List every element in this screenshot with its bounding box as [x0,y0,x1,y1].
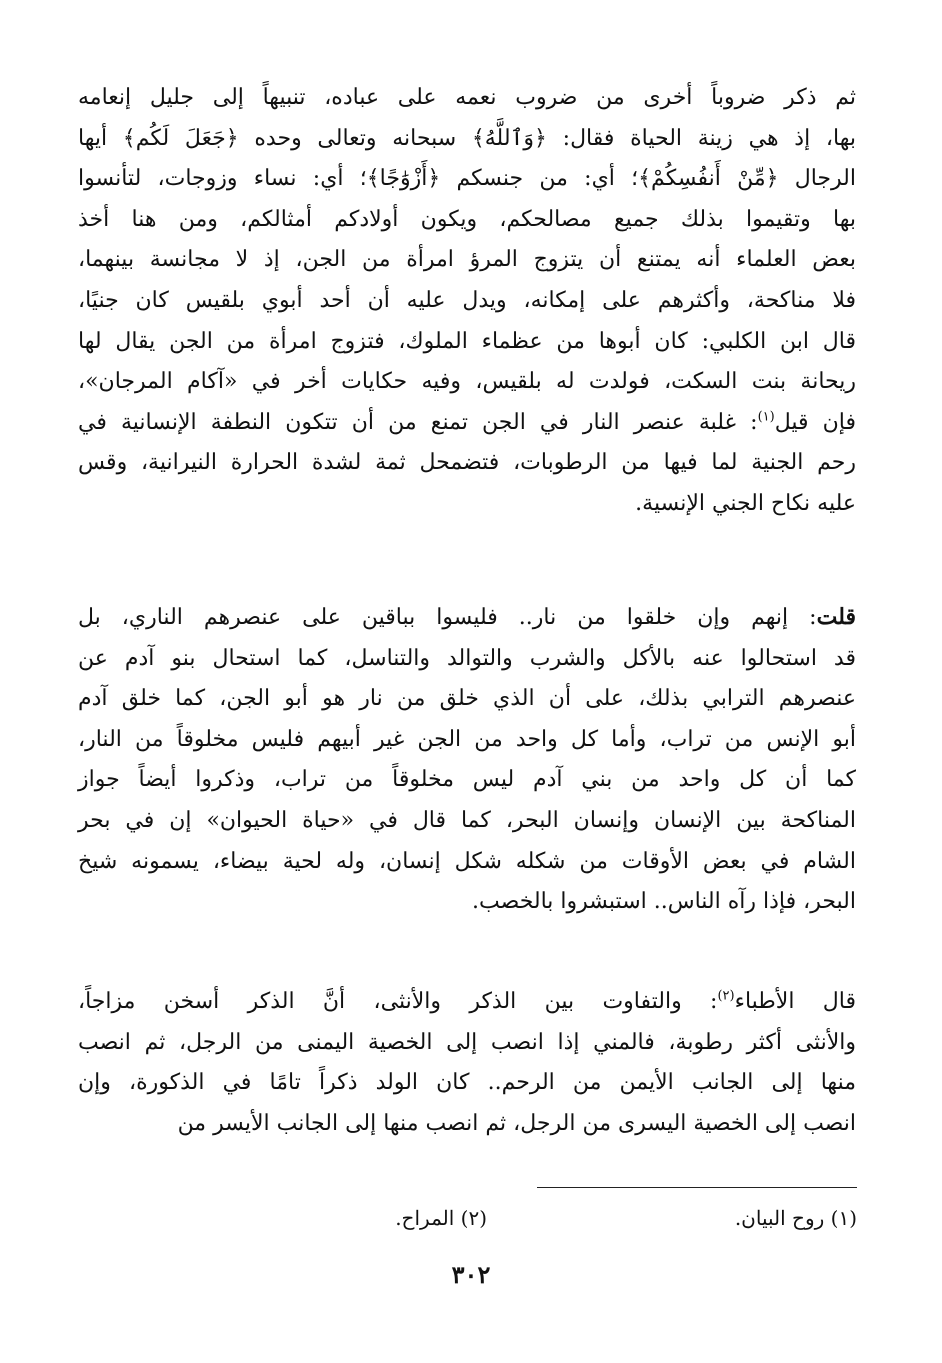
page-number: ٣٠٢ [451,1260,491,1289]
p2-line-4: أبو الإنس من تراب، وأما كل واحد من الجن غير أبيهم فليس مخلوقاً من النار، [78,726,856,752]
p1-line-9 [78,403,856,444]
p2-line-3: عنصرهم الترابي بذلك، على أن الذي خلق من نار هو أبو الجن، كما خلق آدم [78,686,856,712]
p3-line-3: منها إلى الجانب الأيمن من الرحم.. كان الولد ذكراً تامًا في الذكورة، وإن [78,1070,856,1096]
p2-lead-word: قلت [816,604,856,630]
p1-line-11: عليه نكاح الجني الإنسية. [635,490,856,516]
footnote-marker-2: (٢) [717,988,735,1004]
p1-line-8: ريحانة بنت السكت، فولدت له بلقيس، وفيه حكايات أخر في «آكام المرجان»، [78,369,856,395]
p1-line-7: قال ابن الكلبي: كان أبوها من عظماء الملوك، فتزوج امرأة من الجن يقال لها [78,328,856,354]
p3-line-2: والأنثى أكثر رطوبة، فالمني إذا انصب إلى الخصية اليمنى من الرجل، ثم انصب [78,1029,856,1055]
p2-line-2: قد استحالوا عنه بالأكل والشرب والتوالد والتناسل، كما استحال بنو آدم عن [78,645,856,671]
p2-line-7: الشام في بعض الأوقات من شكله شكل إنسان، وله لحية بيضاء، يسمونه شيخ [78,848,856,874]
paragraph-1 [78,78,856,525]
p3-line-1 [78,982,856,1023]
p1-line-1: ثم ذكر ضروباً أخرى من ضروب نعمه على عباده، تنبيهاً إلى جليل إنعامه [78,85,856,110]
p1-line-9-rest: : غلبة عنصر النار في الجن تمنع من أن تتكون النطفة الإنسانية في [78,409,758,435]
footnote-marker-1: (١) [757,409,775,425]
paragraph-3 [78,982,856,1144]
p2-line-5: كما أن كل واحد من بني آدم ليس مخلوقاً من تراب، وذكروا أيضاً جواز [78,767,856,793]
p3-line-4: انصب إلى الخصية اليسرى من الرجل، ثم انصب منها إلى الجانب الأيسر من [177,1110,856,1136]
p1-line-6: فلا مناكحة، وأكثرهم على إمكانه، ويدل عليه أن أحد أبوي بلقيس كان جنيًا، [78,287,856,313]
p2-line-1 [78,597,856,639]
paragraph-2 [78,597,856,923]
p2-line-6: المناكحة بين الإنسان وإنسان البحر، كما قال في «حياة الحيوان» إن في بحر [78,807,856,833]
p3-line-1-rest: : والتفاوت بين الذكر والأنثى، أنَّ الذكر أسخن مزاجاً، [78,989,718,1014]
footnote-2: (٢) المراح. [395,1206,487,1230]
p2-line-1-rest: : إنهم وإن خلقوا من نار.. فليسوا بباقين على عنصرهم الناري، بل [78,605,817,630]
p1-line-4: بها وتقيموا بذلك جميع مصالحكم، ويكون أولادكم أمثالكم، ومن هنا أخذ [78,206,856,232]
p1-line-5: بعض العلماء أنه يمتنع أن يتزوج المرؤ امرأة من الجن، إذ لا مجانسة بينهما، [78,247,856,273]
p3-line-1-start: قال الأطباء [734,989,857,1014]
p1-line-9-start: فإن قيل [774,409,856,435]
p1-line-10: رحم الجنية لما فيها من الرطوبات، فتضمحل ثمة لشدة الحرارة النيرانية، وقس [78,450,856,476]
p2-line-8: البحر، فإذا رآه الناس.. استبشروا بالخصب. [472,889,856,915]
footnote-divider [537,1187,857,1188]
footnote-1: (١) روح البيان. [734,1206,857,1230]
p1-line-3: الرجال ﴿مِّنْ أَنفُسِكُمْ﴾؛ أي: من جنسكم ﴿أَزْوَٰجًا﴾؛ أي: نساء وزوجات، لتأنسوا [78,166,856,192]
p1-line-2: بها، إذ هي زينة الحياة فقال: ﴿وَٱللَّهُ﴾ سبحانه وتعالى وحده ﴿جَعَلَ لَكُم﴾ أيها [78,125,856,151]
